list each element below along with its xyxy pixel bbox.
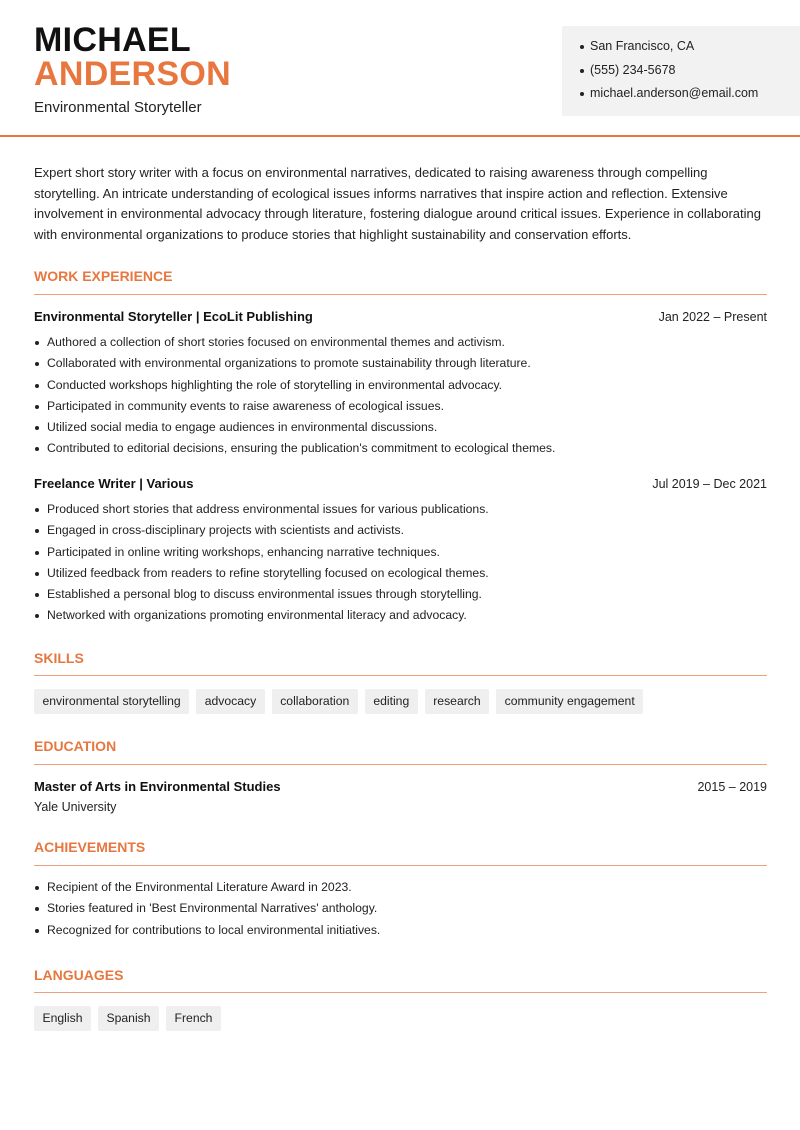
- list-item: Established a personal blog to discuss environmental issues through storytelling.: [34, 586, 769, 607]
- section-divider: [34, 294, 767, 295]
- section-title-work-experience: WORK EXPERIENCE: [34, 268, 173, 284]
- job-dates: Jul 2019 – Dec 2021: [652, 477, 767, 491]
- degree-title: Master of Arts in Environmental Studies: [34, 779, 281, 794]
- job-heading: Freelance Writer | Various: [34, 476, 194, 491]
- section-divider: [34, 764, 767, 765]
- skill-tag: community engagement: [496, 689, 643, 714]
- contact-box: [562, 26, 800, 116]
- language-tags: [34, 1006, 221, 1031]
- list-item: Recipient of the Environmental Literature Award in 2023.: [34, 879, 769, 900]
- skill-tag: research: [425, 689, 489, 714]
- list-item: Participated in community events to raise awareness of ecological issues.: [34, 398, 769, 419]
- section-divider: [34, 865, 767, 866]
- list-item: Produced short stories that address environmental issues for various publications.: [34, 501, 769, 522]
- job-title: Environmental Storyteller: [34, 99, 202, 116]
- contact-location: San Francisco, CA: [580, 38, 758, 62]
- list-item: Recognized for contributions to local environmental initiatives.: [34, 922, 769, 943]
- list-item: Conducted workshops highlighting the role of storytelling in environmental advocacy.: [34, 377, 769, 398]
- school-name: Yale University: [34, 800, 117, 814]
- list-item: Utilized social media to engage audiences in environmental discussions.: [34, 419, 769, 440]
- contact-phone: (555) 234-5678: [580, 62, 758, 86]
- list-item: Networked with organizations promoting environmental literacy and advocacy.: [34, 607, 769, 628]
- language-tag: Spanish: [98, 1006, 159, 1031]
- contact-list: [580, 38, 758, 109]
- language-tag: English: [34, 1006, 91, 1031]
- skill-tag: advocacy: [196, 689, 265, 714]
- skill-tag: collaboration: [272, 689, 358, 714]
- list-item: Utilized feedback from readers to refine storytelling focused on ecological themes.: [34, 565, 769, 586]
- job-heading: Environmental Storyteller | EcoLit Publishing: [34, 309, 313, 324]
- section-divider: [34, 675, 767, 676]
- section-title-languages: LANGUAGES: [34, 967, 124, 983]
- list-item: Collaborated with environmental organizations to promote sustainability through literature.: [34, 355, 769, 376]
- achievements-list: [34, 879, 769, 943]
- education-dates: 2015 – 2019: [697, 780, 767, 794]
- job-bullets: [34, 501, 769, 629]
- section-title-skills: SKILLS: [34, 650, 84, 666]
- first-name: MICHAEL: [34, 21, 191, 59]
- summary-text: Expert short story writer with a focus on environmental narratives, dedicated to raising awareness through compelling storytelling. An intricate understanding of ecological issues informs narratives that inspire action and reflection. Extensive involvement in environmental advocacy through literature, fostering dialogue around critical issues. Experience in collaborating with environmental organizations to produce stories that highlight sustainability and conservation efforts.: [34, 165, 761, 243]
- section-title-education: EDUCATION: [34, 738, 117, 754]
- last-name: ANDERSON: [34, 55, 231, 93]
- skill-tag: environmental storytelling: [34, 689, 189, 714]
- job-bullets: [34, 334, 769, 462]
- list-item: Stories featured in 'Best Environmental Narratives' anthology.: [34, 900, 769, 921]
- language-tag: French: [166, 1006, 221, 1031]
- section-title-achievements: ACHIEVEMENTS: [34, 839, 146, 855]
- list-item: Contributed to editorial decisions, ensuring the publication's commitment to ecological themes.: [34, 440, 769, 461]
- skills-tags: [34, 689, 643, 714]
- list-item: Participated in online writing workshops, enhancing narrative techniques.: [34, 544, 769, 565]
- section-divider: [34, 992, 767, 993]
- list-item: Engaged in cross-disciplinary projects with scientists and activists.: [34, 522, 769, 543]
- job-dates: Jan 2022 – Present: [658, 310, 767, 324]
- contact-email[interactable]: michael.anderson@email.com: [580, 85, 758, 109]
- resume-header: [0, 0, 800, 137]
- skill-tag: editing: [365, 689, 418, 714]
- list-item: Authored a collection of short stories focused on environmental themes and activism.: [34, 334, 769, 355]
